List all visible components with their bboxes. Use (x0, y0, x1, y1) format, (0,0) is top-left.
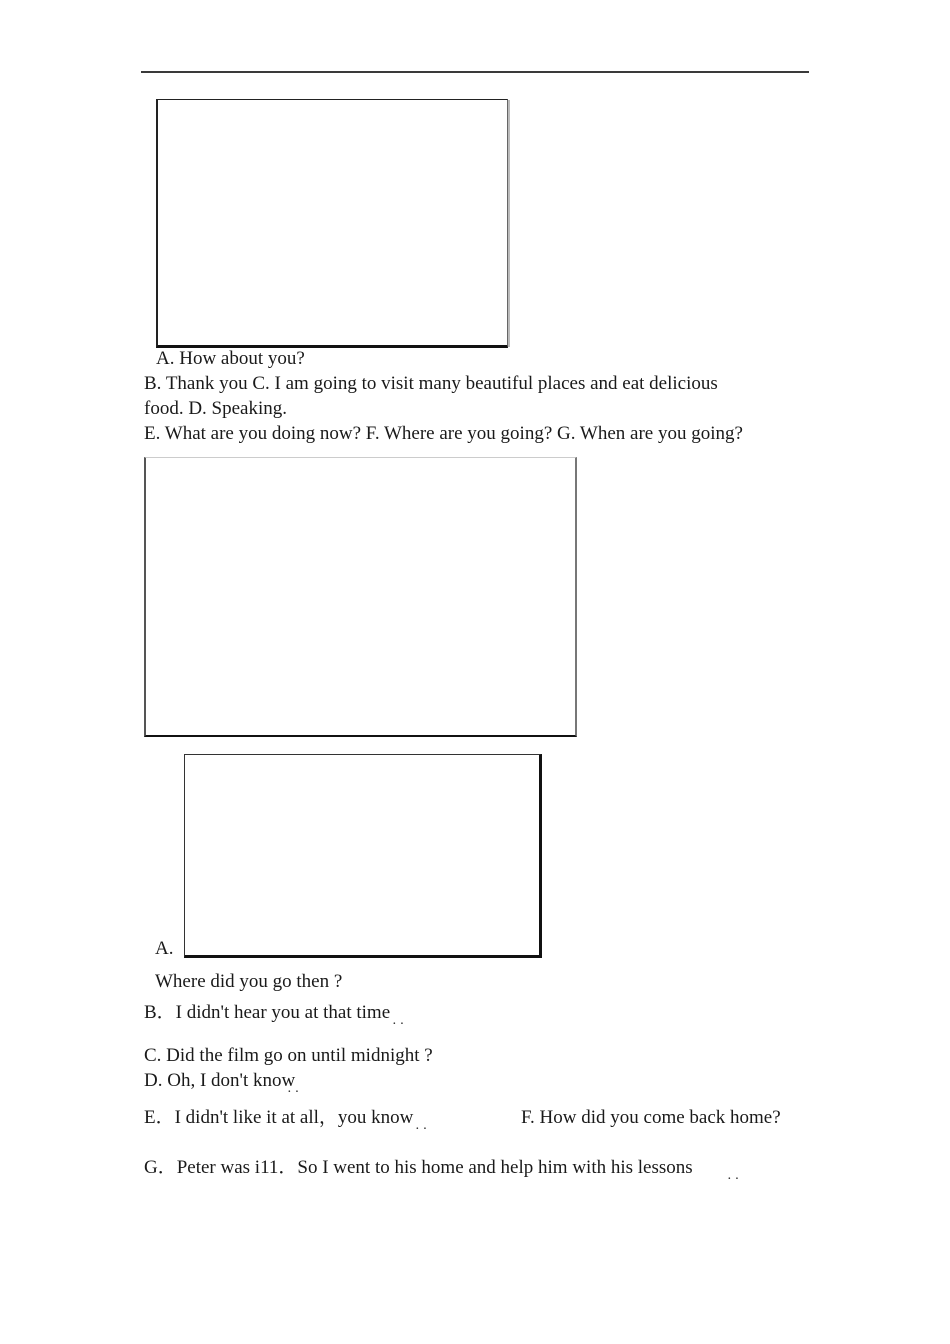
option-e-text: E．I didn't like it at all，you know (144, 1107, 414, 1128)
option-d-text: D. Oh, I don't know (144, 1070, 296, 1091)
option-f-text: F. How did you come back home? (521, 1107, 781, 1128)
option-a-text: Where did you go then ? (155, 971, 343, 992)
option-c-text: C. Did the film go on until midnight ? (144, 1045, 433, 1066)
emphasis-dots: ·· (727, 1172, 743, 1187)
option-e-f-g-line: E. What are you doing now? F. Where are you going? G. When are you going? (144, 423, 743, 444)
emphasis-dots: ·· (415, 1122, 431, 1137)
option-b-c-line: B. Thank you C. I am going to visit many beautiful places and eat delicious (144, 373, 718, 394)
image-placeholder-2 (144, 457, 577, 737)
header-rule (141, 71, 809, 73)
option-b-text: B．I didn't hear you at that time (144, 1002, 391, 1023)
emphasis-dots: ·· (392, 1017, 408, 1032)
image-placeholder-1 (156, 99, 508, 348)
option-a-label: A. (155, 938, 174, 959)
option-b-c-line-continued: food. D. Speaking. (144, 398, 288, 419)
image-placeholder-3 (184, 754, 542, 958)
option-a-how-about-you: A. How about you? (156, 348, 305, 369)
option-g-text: G．Peter was i11．So I went to his home and help him with his lessons (144, 1157, 693, 1178)
emphasis-dots: ·· (287, 1085, 303, 1100)
